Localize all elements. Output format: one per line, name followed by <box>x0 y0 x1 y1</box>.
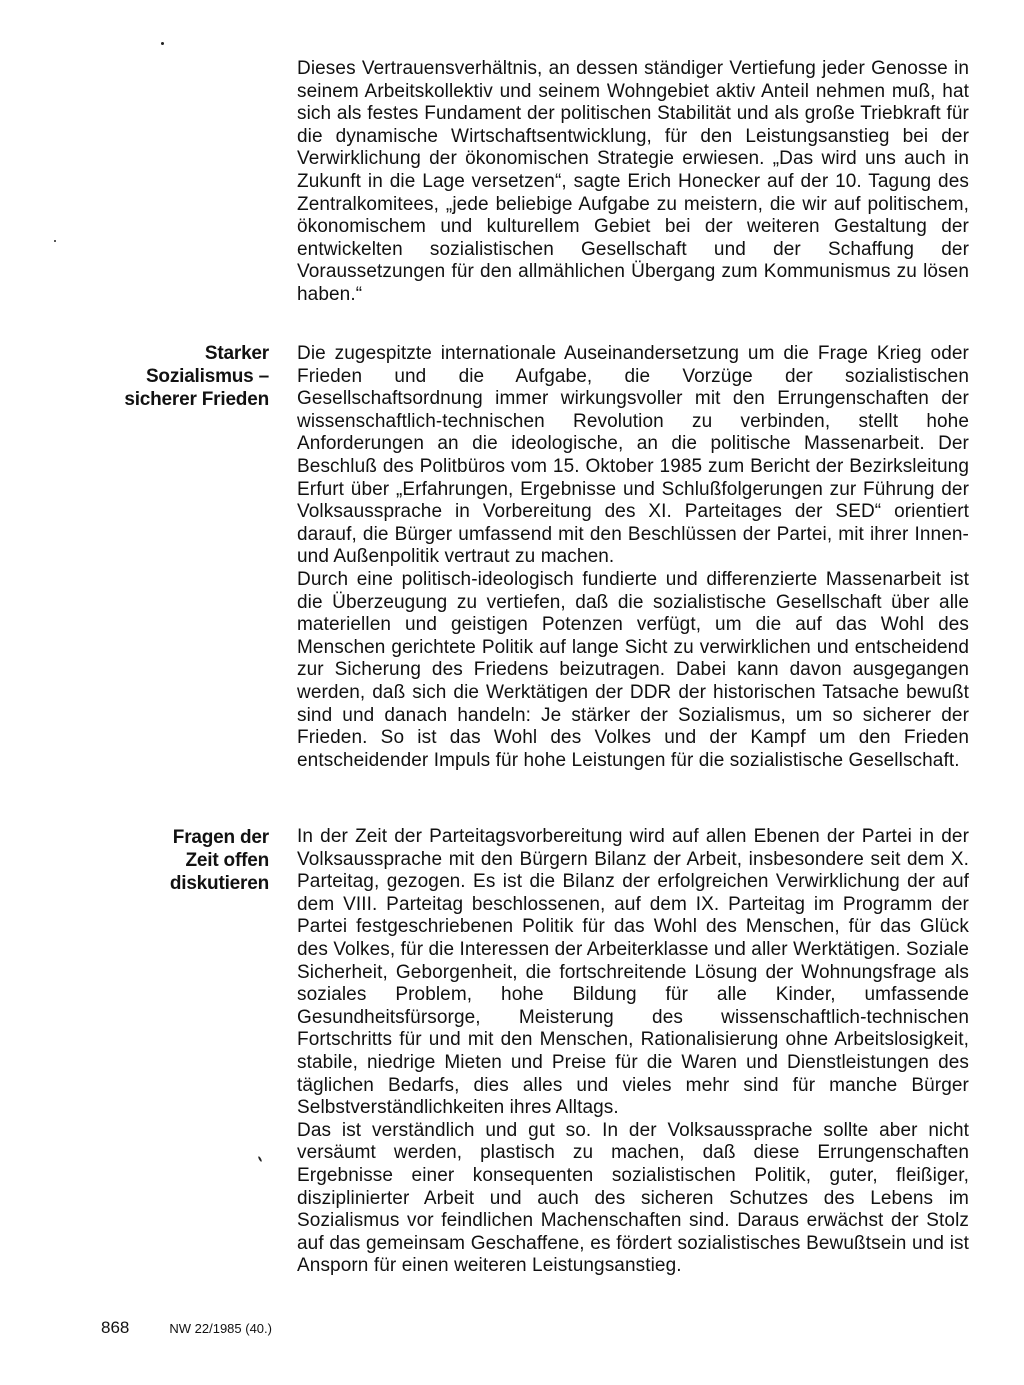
section-1-body <box>297 58 969 307</box>
page-number: 868 <box>101 1318 130 1337</box>
heading-line: Fragen der <box>172 827 269 848</box>
heading-line: diskutieren <box>169 873 269 894</box>
paragraph: In der Zeit der Parteitagsvorbereitung wird auf allen Ebenen der Partei in der Volksaussprache mit den Bürgern Bilanz der Arbeit, insbesondere seit dem X. Parteitag, gezogen. Es ist die Bilanz der erfolgreichen Verwirklichung der auf dem VIII. Parteitag beschlossenen, auf dem IX. Parteitag im Programm der Partei festgeschriebenen Politik für das Wohl des Menschen, für das Glück des Volkes, für die Interessen der Arbeiterklasse und aller Werktätigen. Soziale Sicherheit, Geborgenheit, die fortschreitende Lösung der Wohnungsfrage als soziales Problem, hohe Bildung für alle Kinder, umfassende Gesundheitsfürsorge, Meisterung des wissenschaftlich-technischen Fortschritts für und mit den Menschen, Rationalisierung ohne Arbeitslosigkeit, stabile, niedrige Mieten und Preise für die Waren und Dienstleistungen des täglichen Bedarfs, dies alles und vieles mehr sind für manche Bürger Selbstverständlichkeiten ihres Alltags. <box>297 826 969 1119</box>
scan-speck <box>54 240 56 242</box>
scan-speck <box>161 42 164 45</box>
section-2-body <box>297 343 969 772</box>
issue-reference: NW 22/1985 (40.) <box>169 1321 272 1336</box>
scan-speck <box>258 1156 263 1162</box>
side-heading-starker-sozialismus <box>79 342 269 411</box>
page-footer <box>101 1318 272 1338</box>
section-3-body <box>297 826 969 1278</box>
paragraph: Durch eine politisch-ideologisch fundierte und differenzierte Massenarbeit ist die Überzeugung zu vertiefen, daß die sozialistische Gesellschaft über alle materiellen und geistigen Potenzen verfügt, um die auf das Wohl des Menschen gerichtete Politik auf lange Sicht zu verwirklichen und entscheidend zur Sicherung des Friedens beizutragen. Dabei kann davon ausgegangen werden, daß sich die Werktätigen der DDR der historischen Tatsache bewußt sind und danach handeln: Je stärker der Sozialismus, um so sicherer der Frieden. So ist das Wohl des Volkes und der Kampf um den Frieden entscheidender Impuls für hohe Leistungen für die sozialistische Gesellschaft. <box>297 568 969 771</box>
heading-line: Zeit offen <box>185 850 269 871</box>
side-heading-fragen-der-zeit <box>79 826 269 895</box>
heading-line: Starker <box>204 343 269 364</box>
paragraph: Die zugespitzte internationale Auseinandersetzung um die Frage Krieg oder Frieden und die Aufgabe, die Vorzüge der sozialistischen Gesellschaftsordnung immer wirkungsvoller mit den Errungenschaften der wissenschaftlich-technischen Revolution zu verbinden, stellt hohe Anforderungen an die ideologische, an die politische Massenarbeit. Der Beschluß des Politbüros vom 15. Oktober 1985 zum Bericht der Bezirksleitung Erfurt über „Erfahrungen, Ergebnisse und Schlußfolgerungen zur Führung der Volksaussprache in Vorbereitung des XI. Parteitages der SED“ orientiert darauf, die Bürger umfassend mit den Beschlüssen der Partei, mit ihrer Innen- und Außenpolitik vertraut zu machen. <box>297 343 969 568</box>
heading-line: sicherer Frieden <box>124 389 269 410</box>
paragraph: Das ist verständlich und gut so. In der Volksaussprache sollte aber nicht versäumt werden, plastisch zu machen, daß diese Errungenschaften Ergebnisse einer konsequenten sozialistischen Politik, guter, fleißiger, disziplinierter Arbeit und auch des sicheren Schutzes des Lebens im Sozialismus vor feindlichen Machenschaften sind. Daraus erwächst der Stolz auf das gemeinsam Geschaffene, es fördert sozialistisches Bewußtsein und ist Ansporn für einen weiteren Leistungsanstieg. <box>297 1119 969 1277</box>
heading-line: Sozialismus – <box>145 366 269 387</box>
paragraph: Dieses Vertrauensverhältnis, an dessen ständiger Vertiefung jeder Genosse in seinem Arbeitskollektiv und seinem Wohngebiet aktiv Anteil nehmen muß, hat sich als festes Fundament der politischen Stabilität und als große Triebkraft für die dynamische Wirtschaftsentwicklung, für den Leistungsanstieg bei der Verwirklichung der ökonomischen Strategie erwiesen. „Das wird uns auch in Zukunft in die Lage versetzen“, sagte Erich Honecker auf der 10. Tagung des Zentralkomitees, „jede beliebige Aufgabe zu meistern, die wir auf politischem, ökonomischem und kulturellem Gebiet bei der weiteren Gestaltung der entwickelten sozialistischen Gesellschaft und der Schaffung der Voraussetzungen für den allmählichen Übergang zum Kommunismus zu lösen haben.“ <box>297 58 969 305</box>
